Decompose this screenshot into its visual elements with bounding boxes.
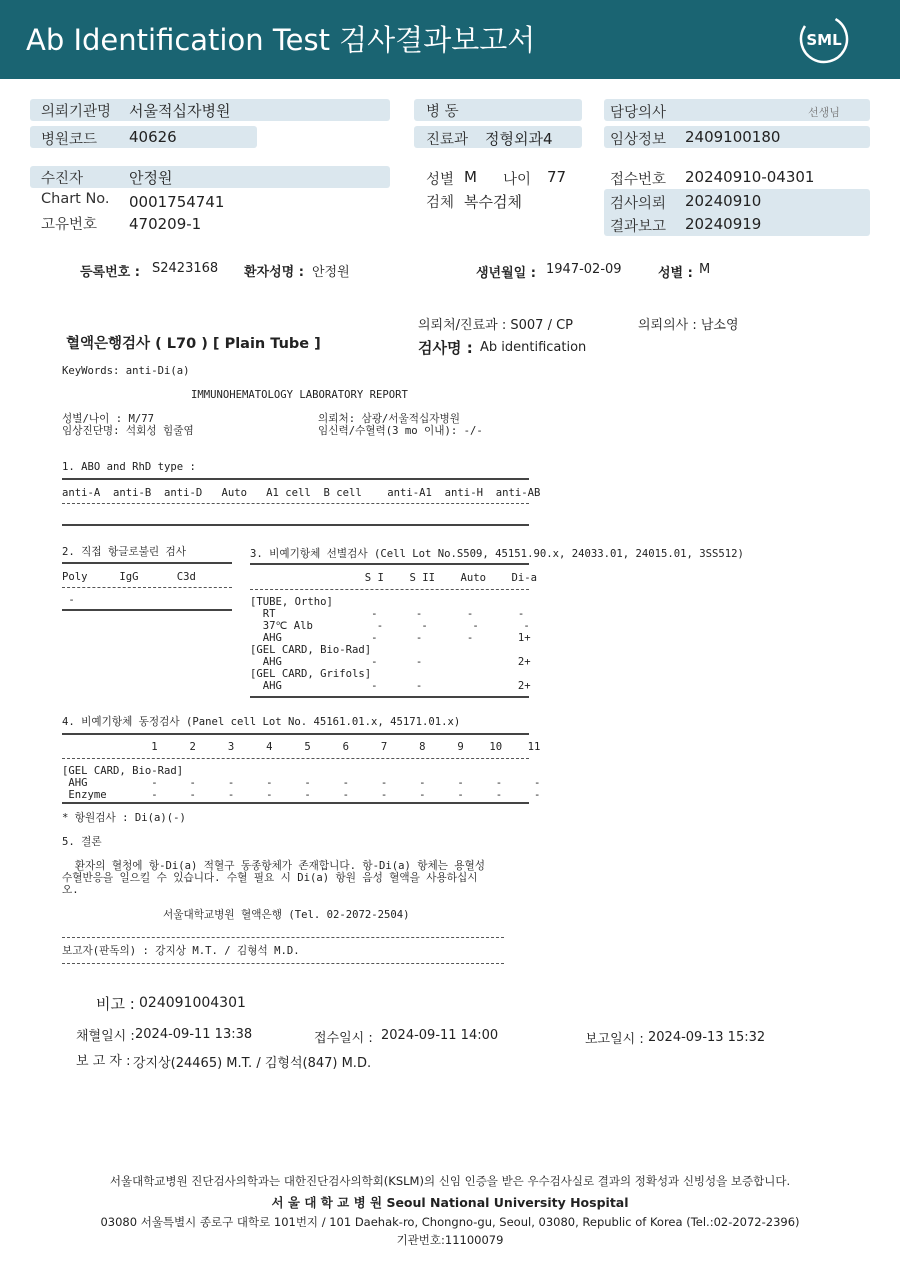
age-label: 나이 — [503, 172, 532, 188]
specimen-label: 검체 — [426, 195, 455, 211]
dat-rule-top — [62, 562, 232, 564]
unique-label: 고유번호 — [41, 217, 98, 233]
conclusion-line: 오. — [62, 884, 79, 896]
receipt-value: 20240910-04301 — [685, 168, 815, 186]
sex-label: 성별 — [426, 172, 455, 188]
abo-title: 1. ABO and RhD type : — [62, 461, 196, 473]
screen-rule-bottom — [250, 696, 529, 698]
doctor-label: 담당의사 — [610, 105, 667, 121]
dob-value: 1947-02-09 — [546, 262, 622, 277]
abo-header: anti-A anti-B anti-D Auto A1 cell B cell anti-A1 anti-H anti-AB — [62, 487, 541, 499]
report-date-value: 20240919 — [685, 215, 762, 233]
screen-row: [TUBE, Ortho] — [250, 596, 333, 608]
physician-line: 의뢰의사 : 남소영 — [638, 318, 739, 333]
screen-row: AHG - - - 1+ — [250, 632, 531, 644]
clinical-value: 2409100180 — [685, 128, 781, 146]
panel-title: 4. 비예기항체 동정검사 (Panel cell Lot No. 45161.01.x, 45171.01.x) — [62, 716, 461, 728]
dat-rule-mid — [62, 587, 232, 588]
client-line: 의뢰처/진료과 : S007 / CP — [418, 318, 573, 333]
screen-row: 37℃ Alb - - - - — [250, 620, 530, 632]
panel-rule-bottom — [62, 802, 529, 804]
conclusion-line: 환자의 혈청에 항-Di(a) 적혈구 동종항체가 존재합니다. 항-Di(a) 항체는 용혈성 — [62, 860, 485, 872]
report-time-value: 2024-09-13 15:32 — [648, 1030, 766, 1045]
test-name-label: 검사명 : — [418, 339, 473, 357]
report-header — [0, 0, 900, 79]
reporter-rule-bottom — [62, 963, 504, 964]
report-date-label: 결과보고 — [610, 219, 667, 235]
screen-row: AHG - - 2+ — [250, 680, 531, 692]
dat-title: 2. 직접 항글로불린 검사 — [62, 546, 186, 558]
abo-rule-bottom — [62, 524, 529, 526]
institution-label: 의뢰기관명 — [41, 104, 112, 120]
report-time-label: 보고일시 : — [585, 1032, 644, 1047]
chart-value: 0001754741 — [129, 193, 225, 211]
test-name-value: Ab identification — [480, 340, 587, 355]
chart-label: Chart No. — [41, 191, 110, 207]
abo-rule-mid — [62, 503, 529, 504]
sexage-line: 성별/나이 : M/77 — [62, 413, 154, 425]
screen-row: [GEL CARD, Bio-Rad] — [250, 644, 372, 656]
pregnancy-line: 임신력/수혈력(3 mo 이내): -/- — [318, 425, 483, 437]
footer-certification: 서울대학교병원 진단검사의학과는 대한진단검사의학회(KSLM)의 신임 인증을 받은 우수검사실로 결과의 정확성과 신빙성을 보증합니다. — [109, 1174, 791, 1188]
screen-row: [GEL CARD, Grifols] — [250, 668, 372, 680]
request-value: 20240910 — [685, 192, 762, 210]
svg-text:SML: SML — [806, 31, 842, 49]
reg-name-label: 환자성명 : — [244, 265, 304, 280]
panel-row: Enzyme - - - - - - - - - - - — [62, 789, 541, 801]
screen-rule-top — [250, 563, 529, 565]
patient-box — [30, 166, 390, 188]
dat-rule-bottom — [62, 609, 232, 611]
request-label: 검사의뢰 — [610, 196, 667, 212]
receive-value: 2024-09-11 14:00 — [381, 1028, 499, 1043]
patient-label: 수진자 — [41, 171, 84, 187]
remarks-reporter-label: 보 고 자 : — [76, 1054, 131, 1069]
reg-sex-label: 성별 : — [658, 266, 693, 281]
dept-label: 진료과 — [426, 132, 469, 148]
dat-value: - — [62, 594, 75, 606]
conclusion-line: 수혈반응을 일으킬 수 있습니다. 수혈 필요 시 Di(a) 항원 음성 혈액을 사용하십시 — [62, 872, 478, 884]
note-value: 024091004301 — [139, 995, 246, 1011]
reporter-rule-top — [62, 937, 504, 938]
test-heading: 혈액은행검사 ( L70 ) [ Plain Tube ] — [66, 336, 321, 352]
screen-rule-mid — [250, 589, 529, 590]
keywords: KeyWords: anti-Di(a) — [62, 365, 190, 377]
unique-value: 470209-1 — [129, 215, 202, 233]
report-title: Ab Identification Test 검사결과보고서 — [26, 23, 536, 57]
panel-rule-top — [62, 733, 529, 735]
reporter-line: 보고자(판독의) : 강지상 M.T. / 김형석 M.D. — [62, 945, 300, 957]
remarks-reporter-value: 강지상(24465) M.T. / 김형석(847) M.D. — [133, 1056, 372, 1071]
screen-row: AHG - - 2+ — [250, 656, 531, 668]
screen-title: 3. 비예기항체 선별검사 (Cell Lot No.S509, 45151.90.x, 24033.01, 24015.01, 3SS512) — [250, 548, 744, 560]
specimen-value: 복수검체 — [464, 193, 522, 211]
doctor-suffix: 선생님 — [808, 106, 840, 119]
panel-rule-mid — [62, 758, 529, 759]
reg-name-value: 안정원 — [312, 265, 350, 280]
screen-header: S I S II Auto Di-a — [250, 572, 538, 584]
sml-logo — [798, 13, 850, 65]
receive-label: 접수일시 : — [314, 1031, 373, 1046]
receipt-label: 접수번호 — [610, 172, 667, 188]
ward-label: 병 동 — [426, 104, 459, 120]
screen-row: RT - - - - — [250, 608, 525, 620]
reg-value: S2423168 — [152, 261, 219, 276]
panel-header: 1 2 3 4 5 6 7 8 9 10 11 — [62, 741, 541, 753]
panel-row: AHG - - - - - - - - - - - — [62, 777, 541, 789]
institution-value: 서울적십자병원 — [129, 102, 231, 120]
lab-report-title: IMMUNOHEMATOLOGY LABORATORY REPORT — [191, 389, 408, 401]
collect-value: 2024-09-11 13:38 — [135, 1027, 253, 1042]
patient-value: 안정원 — [129, 169, 173, 187]
reg-label: 등록번호 : — [80, 265, 140, 280]
footer-institution-number: 기관번호:11100079 — [396, 1233, 504, 1247]
diagnosis-line: 임상진단명: 석회성 힘줄염 — [62, 425, 194, 437]
hospital-code-label: 병원코드 — [41, 132, 98, 148]
hospital-code-value: 40626 — [129, 128, 177, 146]
antigen-line: * 항원검사 : Di(a)(-) — [62, 812, 186, 824]
clinical-label: 임상정보 — [610, 132, 667, 148]
conclusion-title: 5. 결론 — [62, 836, 102, 848]
sex-value: M — [464, 168, 477, 186]
abo-rule-top — [62, 478, 529, 480]
age-value: 77 — [547, 168, 567, 186]
footer-address: 03080 서울특별시 종로구 대학로 101번지 / 101 Daehak-ro, Chongno-gu, Seoul, 03080, Republic of Korea (Tel.:02-2072-2396) — [100, 1215, 800, 1229]
reg-sex-value: M — [699, 262, 711, 277]
note-label: 비고 : — [96, 995, 135, 1013]
client-line-mono: 의뢰처: 삼광/서울적십자병원 — [318, 413, 460, 425]
panel-row: [GEL CARD, Bio-Rad] — [62, 765, 184, 777]
dept-value: 정형외과4 — [485, 130, 553, 148]
footer-hospital-name: 서 울 대 학 교 병 원 Seoul National University Hospital — [271, 1195, 629, 1210]
lab-contact: 서울대학교병원 혈액은행 (Tel. 02-2072-2504) — [163, 909, 410, 921]
collect-label: 채혈일시 : — [76, 1029, 135, 1044]
dat-header: Poly IgG C3d — [62, 571, 196, 583]
dob-label: 생년월일 : — [476, 266, 536, 281]
